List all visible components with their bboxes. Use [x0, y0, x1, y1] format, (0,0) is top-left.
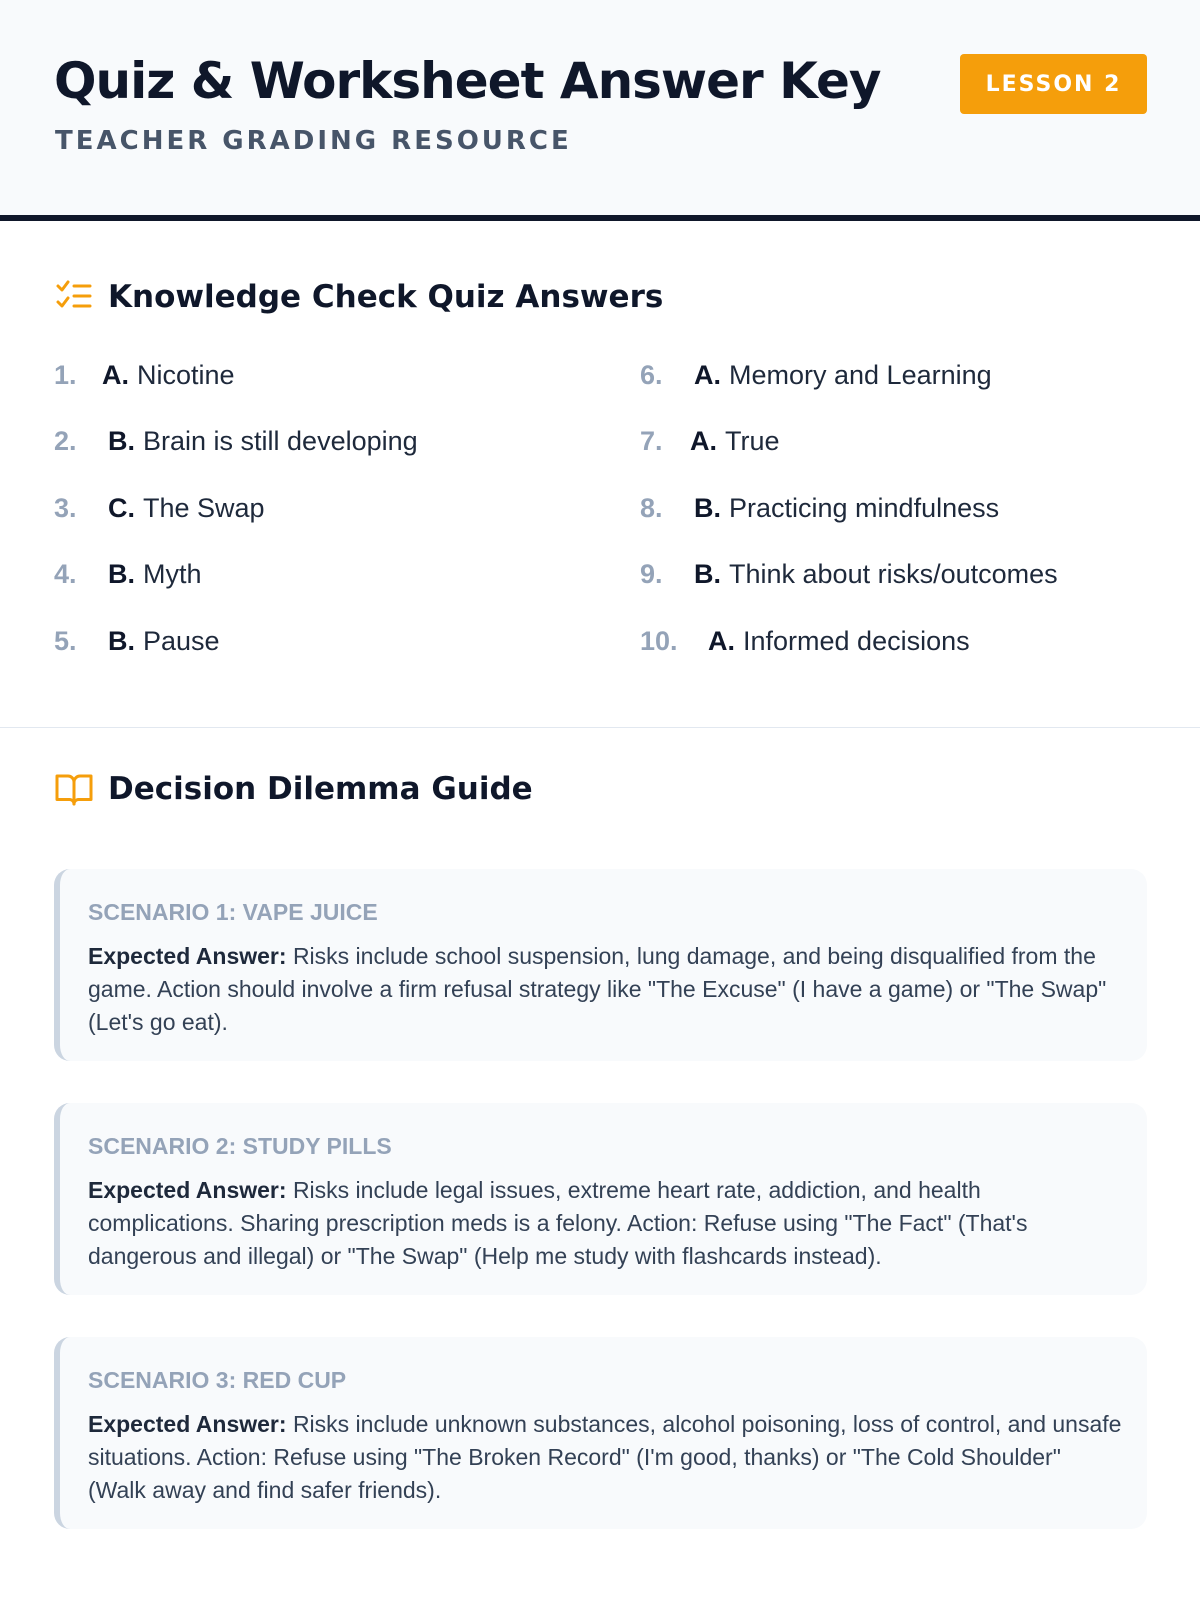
- checklist-icon: [54, 277, 94, 317]
- quiz-answer-text: Think about risks/outcomes: [729, 559, 1058, 590]
- open-book-icon: [54, 769, 94, 809]
- quiz-answer-item: [640, 409, 1154, 476]
- quiz-letter: B.: [108, 625, 135, 656]
- quiz-answer-item: [54, 542, 640, 609]
- quiz-answer-text: Memory and Learning: [729, 359, 992, 390]
- quiz-number: 8.: [640, 492, 663, 523]
- quiz-answer-item: [54, 608, 640, 675]
- scenario-label: SCENARIO 3: RED CUP: [88, 1367, 347, 1393]
- page-header: [0, 0, 1200, 221]
- scenario-label: SCENARIO 1: VAPE JUICE: [88, 899, 378, 925]
- dilemma-section-title: Decision Dilemma Guide: [108, 771, 533, 807]
- scenario-answer: [88, 940, 1123, 1039]
- quiz-letter: A.: [708, 625, 735, 656]
- page-title: Quiz & Worksheet Answer Key: [54, 52, 881, 110]
- quiz-answer-item: [640, 342, 1154, 409]
- quiz-answer-text: Informed decisions: [743, 625, 970, 656]
- page-subtitle: TEACHER GRADING RESOURCE: [55, 126, 572, 156]
- quiz-number: 10.: [640, 625, 678, 656]
- quiz-number: 4.: [54, 559, 77, 590]
- quiz-answer-item: [640, 542, 1154, 609]
- scenario-answer-text: Risks include legal issues, extreme heart rate, addiction, and health complications. Sharing prescription meds is a felony. Action: Refuse using "The Fact" (That's dangerous and illegal) or "The Swap" (Help me study with flashcards instead).: [88, 1177, 1028, 1269]
- quiz-letter: B.: [108, 426, 135, 457]
- expected-answer-label: Expected Answer:: [88, 1177, 287, 1203]
- expected-answer-label: Expected Answer:: [88, 1411, 287, 1437]
- quiz-answers-section: [0, 222, 1200, 728]
- quiz-answer-item: [54, 342, 640, 409]
- quiz-number: 2.: [54, 426, 77, 457]
- quiz-number: 9.: [640, 559, 663, 590]
- expected-answer-label: Expected Answer:: [88, 943, 287, 969]
- quiz-answer-text: Brain is still developing: [143, 426, 418, 457]
- quiz-letter: B.: [694, 559, 721, 590]
- quiz-letter: A.: [694, 359, 721, 390]
- quiz-answer-item: [640, 475, 1154, 542]
- quiz-answer-item: [54, 409, 640, 476]
- quiz-letter: C.: [108, 492, 135, 523]
- quiz-answer-grid: [54, 342, 1154, 675]
- scenario-card: [54, 1103, 1147, 1295]
- quiz-number: 5.: [54, 625, 77, 656]
- quiz-section-title: Knowledge Check Quiz Answers: [108, 279, 664, 315]
- dilemma-section-heading: [54, 769, 533, 809]
- scenario-answer: [88, 1174, 1123, 1273]
- quiz-letter: A.: [690, 426, 717, 457]
- quiz-answer-item: [640, 608, 1154, 675]
- quiz-number: 1.: [54, 359, 77, 390]
- quiz-number: 6.: [640, 359, 663, 390]
- quiz-section-heading: [54, 277, 663, 317]
- scenario-answer-text: Risks include unknown substances, alcohol poisoning, loss of control, and unsafe situations. Action: Refuse using "The Broken Record" (I'm good, thanks) or "The Cold Shoulder" (Walk away and find safer friends).: [88, 1411, 1122, 1503]
- quiz-letter: A.: [102, 359, 129, 390]
- quiz-answer-text: Pause: [143, 625, 220, 656]
- quiz-letter: B.: [108, 559, 135, 590]
- scenario-card: [54, 1337, 1147, 1529]
- quiz-letter: B.: [694, 492, 721, 523]
- quiz-answer-text: Myth: [143, 559, 202, 590]
- lesson-badge: LESSON 2: [960, 54, 1147, 114]
- scenario-label: SCENARIO 2: STUDY PILLS: [88, 1133, 392, 1159]
- quiz-answer-item: [54, 475, 640, 542]
- quiz-answer-text: Practicing mindfulness: [729, 492, 1000, 523]
- quiz-answer-text: The Swap: [143, 492, 265, 523]
- scenario-card: [54, 869, 1147, 1061]
- quiz-answer-text: Nicotine: [137, 359, 235, 390]
- quiz-number: 7.: [640, 426, 663, 457]
- dilemma-guide-section: [0, 729, 1200, 1600]
- scenario-answer-text: Risks include school suspension, lung damage, and being disqualified from the game. Action should involve a firm refusal strategy like "The Excuse" (I have a game) or "The Swap" (Let's go eat).: [88, 943, 1107, 1035]
- scenario-answer: [88, 1408, 1123, 1507]
- quiz-number: 3.: [54, 492, 77, 523]
- quiz-answer-text: True: [725, 426, 780, 457]
